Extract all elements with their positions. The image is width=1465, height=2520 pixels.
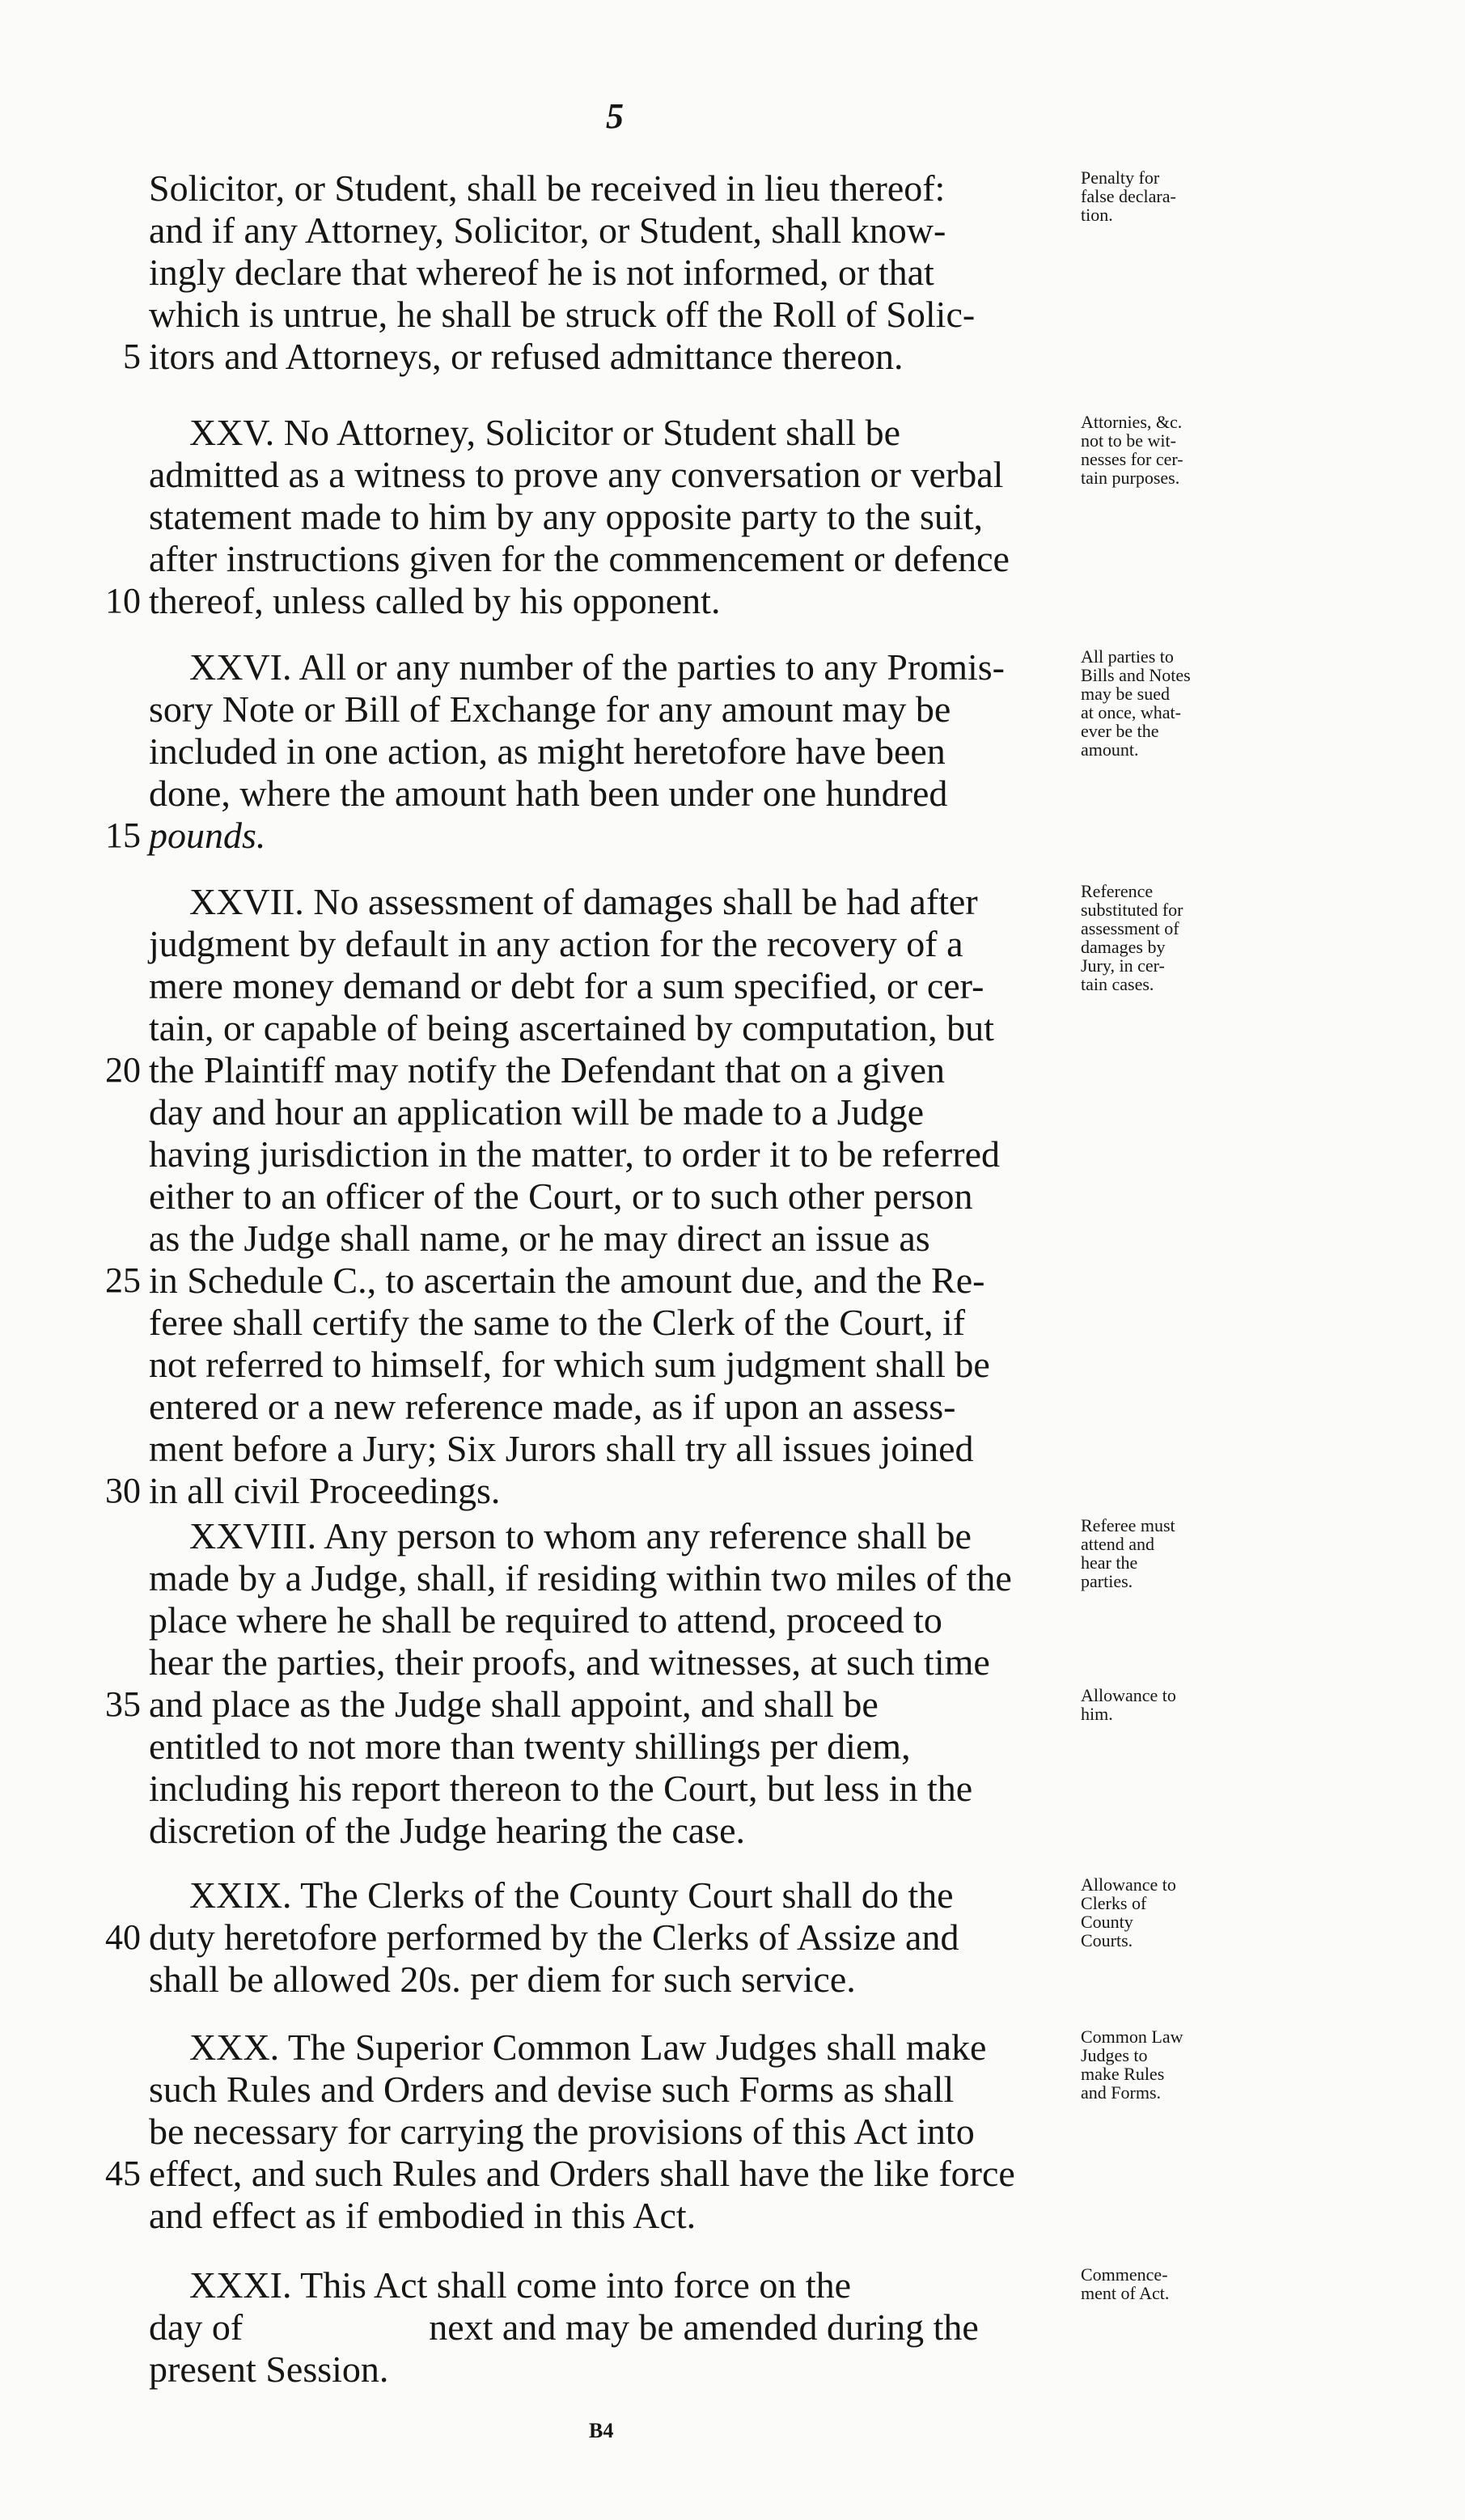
margin-note-commencement: Commence- ment of Act. [1081, 2264, 1170, 2303]
text-line: XXV. No Attorney, Solicitor or Student shall be [189, 412, 901, 453]
text-line: either to an officer of the Court, or to such other person [149, 1175, 973, 1217]
line-number: 20 [105, 1050, 141, 1090]
text-line: hear the parties, their proofs, and witnesses, at such time [149, 1641, 990, 1683]
text-line: XXVI. All or any number of the parties to any Promis- [189, 646, 1005, 688]
text-line: sory Note or Bill of Exchange for any amount may be [149, 688, 951, 730]
text-line: included in one action, as might heretofore have been [149, 731, 946, 772]
text-line: feree shall certify the same to the Clerk of the Court, if [149, 1302, 966, 1343]
signature-mark: B4 [589, 2419, 614, 2442]
margin-note-reference: Reference substituted for assessment of damages by Jury, in cer- tain cases. [1081, 881, 1183, 994]
text-line: day of next and may be amended during the [149, 2306, 979, 2348]
text-line: including his report thereon to the Court, but less in the [149, 1768, 973, 1809]
text-line: made by a Judge, shall, if residing within two miles of the [149, 1557, 1012, 1599]
text-line: shall be allowed 20s. per diem for such service. [149, 1959, 856, 2000]
text-line: entered or a new reference made, as if upon an assess- [149, 1386, 956, 1427]
text-line: effect, and such Rules and Orders shall have the like force [149, 2153, 1015, 2194]
text-line: pounds. [149, 815, 266, 856]
text-line: which is untrue, he shall be struck off the Roll of Solic- [149, 294, 976, 335]
margin-note-allowance: Allowance to him. [1081, 1685, 1176, 1724]
text-line: and if any Attorney, Solicitor, or Student, shall know- [149, 210, 946, 251]
text-line: present Session. [149, 2348, 389, 2390]
text-line: entitled to not more than twenty shillings per diem, [149, 1726, 911, 1767]
text-line: discretion of the Judge hearing the case. [149, 1810, 746, 1851]
text-line: the Plaintiff may notify the Defendant that on a given [149, 1049, 946, 1091]
text-line: Solicitor, or Student, shall be received in lieu thereof: [149, 167, 946, 209]
margin-note-penalty: Penalty for false declara- tion. [1081, 167, 1176, 225]
margin-note-rules: Common Law Judges to make Rules and Forms. [1081, 2027, 1183, 2103]
margin-note-attornies: Attornies, &c. not to be wit- nesses for cer- tain purposes. [1081, 412, 1183, 488]
text-line: be necessary for carrying the provisions of this Act into [149, 2111, 975, 2152]
text-line: thereof, unless called by his opponent. [149, 580, 721, 621]
text-line: tain, or capable of being ascertained by computation, but [149, 1007, 994, 1048]
text-line: after instructions given for the commencement or defence [149, 538, 1010, 579]
text-line: XXIX. The Clerks of the County Court shall do the [189, 1874, 954, 1916]
text-line: mere money demand or debt for a sum specified, or cer- [149, 965, 984, 1006]
text-line: ment before a Jury; Six Jurors shall try all issues joined [149, 1428, 974, 1469]
text-line: in all civil Proceedings. [149, 1470, 501, 1511]
page-number: 5 [606, 96, 624, 136]
text-line: place where he shall be required to attend, proceed to [149, 1599, 942, 1641]
text-line: XXXI. This Act shall come into force on the [189, 2264, 852, 2306]
text-line: not referred to himself, for which sum judgment shall be [149, 1344, 990, 1385]
text-line: XXVII. No assessment of damages shall be had after [189, 881, 978, 922]
text-line: in Schedule C., to ascertain the amount due, and the Re- [149, 1260, 985, 1301]
text-line: day and hour an application will be made to a Judge [149, 1091, 925, 1133]
text-line: statement made to him by any opposite party to the suit, [149, 496, 983, 537]
text-line: itors and Attorneys, or refused admittance thereon. [149, 336, 904, 377]
line-number: 45 [105, 2154, 141, 2193]
line-number: 10 [105, 581, 141, 620]
line-number: 35 [105, 1684, 141, 1724]
line-number: 30 [105, 1471, 141, 1510]
text-line: done, where the amount hath been under one hundred [149, 773, 948, 814]
text-line: judgment by default in any action for the recovery of a [149, 923, 963, 964]
text-line: XXX. The Superior Common Law Judges shall make [189, 2027, 987, 2068]
line-number: 15 [105, 815, 141, 855]
line-number: 40 [105, 1917, 141, 1957]
text-line: such Rules and Orders and devise such Forms as shall [149, 2069, 955, 2110]
text-line: XXVIII. Any person to whom any reference shall be [189, 1515, 972, 1556]
margin-note-referee: Referee must attend and hear the parties. [1081, 1515, 1175, 1591]
line-number: 25 [105, 1260, 141, 1300]
text-line: and effect as if embodied in this Act. [149, 2195, 697, 2236]
margin-note-bills: All parties to Bills and Notes may be sued at once, what- ever be the amount. [1081, 646, 1191, 760]
line-number: 5 [123, 337, 141, 376]
text-line: having jurisdiction in the matter, to order it to be referred [149, 1133, 1000, 1175]
text-line: and place as the Judge shall appoint, and shall be [149, 1684, 879, 1725]
text-line: as the Judge shall name, or he may direct an issue as [149, 1218, 930, 1259]
margin-note-clerks: Allowance to Clerks of County Courts. [1081, 1874, 1176, 1950]
text-line: duty heretofore performed by the Clerks of Assize and [149, 1916, 959, 1958]
text-line: ingly declare that whereof he is not informed, or that [149, 252, 934, 293]
text-line: admitted as a witness to prove any conversation or verbal [149, 454, 1004, 495]
